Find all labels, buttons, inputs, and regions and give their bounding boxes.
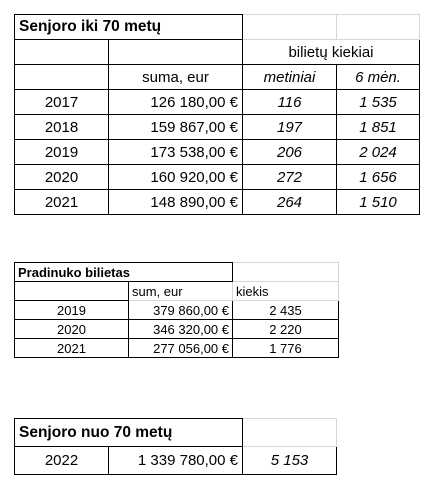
sum-cell[interactable]: 1 339 780,00 €	[109, 447, 243, 475]
table2-col-sum-header[interactable]: sum, eur	[129, 282, 233, 301]
table3-empty-cell[interactable]	[243, 419, 337, 447]
primary-ticket-table	[14, 262, 339, 358]
sum-cell[interactable]: 346 320,00 €	[129, 320, 233, 339]
sum-cell[interactable]: 277 056,00 €	[129, 339, 233, 358]
table1-empty-cell[interactable]	[337, 15, 420, 40]
table-row	[15, 190, 420, 215]
sum-cell[interactable]: 160 920,00 €	[109, 165, 243, 190]
sum-cell[interactable]: 126 180,00 €	[109, 90, 243, 115]
table-row	[15, 447, 337, 475]
year-cell[interactable]: 2020	[15, 165, 109, 190]
year-cell[interactable]: 2019	[15, 301, 129, 320]
table1-empty-cell[interactable]	[243, 15, 337, 40]
table1-empty-cell[interactable]	[15, 40, 109, 65]
six-month-cell[interactable]: 1 510	[337, 190, 420, 215]
table-row	[15, 339, 339, 358]
count-cell[interactable]: 2 435	[233, 301, 339, 320]
six-month-cell[interactable]: 2 024	[337, 140, 420, 165]
year-cell[interactable]: 2020	[15, 320, 129, 339]
year-cell[interactable]: 2022	[15, 447, 109, 475]
six-month-cell[interactable]: 1 851	[337, 115, 420, 140]
sum-cell[interactable]: 148 890,00 €	[109, 190, 243, 215]
table-row	[15, 115, 420, 140]
table2-col-count-header[interactable]: kiekis	[233, 282, 339, 301]
sum-cell[interactable]: 379 860,00 €	[129, 301, 233, 320]
year-cell[interactable]: 2017	[15, 90, 109, 115]
sum-cell[interactable]: 173 538,00 €	[109, 140, 243, 165]
table1-empty-cell[interactable]	[15, 65, 109, 90]
year-cell[interactable]: 2021	[15, 190, 109, 215]
table2-empty-cell[interactable]	[15, 282, 129, 301]
annual-cell[interactable]: 197	[243, 115, 337, 140]
count-cell[interactable]: 1 776	[233, 339, 339, 358]
year-cell[interactable]: 2021	[15, 339, 129, 358]
year-cell[interactable]: 2018	[15, 115, 109, 140]
sum-cell[interactable]: 159 867,00 €	[109, 115, 243, 140]
table-row	[15, 165, 420, 190]
annual-cell[interactable]: 116	[243, 90, 337, 115]
annual-cell[interactable]: 272	[243, 165, 337, 190]
annual-cell[interactable]: 206	[243, 140, 337, 165]
table-row	[15, 320, 339, 339]
count-cell[interactable]: 2 220	[233, 320, 339, 339]
table1-empty-cell[interactable]	[109, 40, 243, 65]
table-row	[15, 140, 420, 165]
table1-group-header[interactable]: bilietų kiekiai	[243, 40, 420, 65]
table1-title[interactable]: Senjoro iki 70 metų	[15, 15, 243, 40]
table3-title[interactable]: Senjoro nuo 70 metų	[15, 419, 243, 447]
table1-col-annual-header[interactable]: metiniai	[243, 65, 337, 90]
table-row	[15, 90, 420, 115]
six-month-cell[interactable]: 1 535	[337, 90, 420, 115]
senior-under-70-table	[14, 14, 420, 215]
table1-col-sum-header[interactable]: suma, eur	[109, 65, 243, 90]
table1-col-6m-header[interactable]: 6 mėn.	[337, 65, 420, 90]
six-month-cell[interactable]: 1 656	[337, 165, 420, 190]
year-cell[interactable]: 2019	[15, 140, 109, 165]
table-row	[15, 301, 339, 320]
count-cell[interactable]: 5 153	[243, 447, 337, 475]
table2-empty-cell[interactable]	[233, 263, 339, 282]
table2-title[interactable]: Pradinuko bilietas	[15, 263, 233, 282]
annual-cell[interactable]: 264	[243, 190, 337, 215]
senior-over-70-table	[14, 418, 337, 475]
